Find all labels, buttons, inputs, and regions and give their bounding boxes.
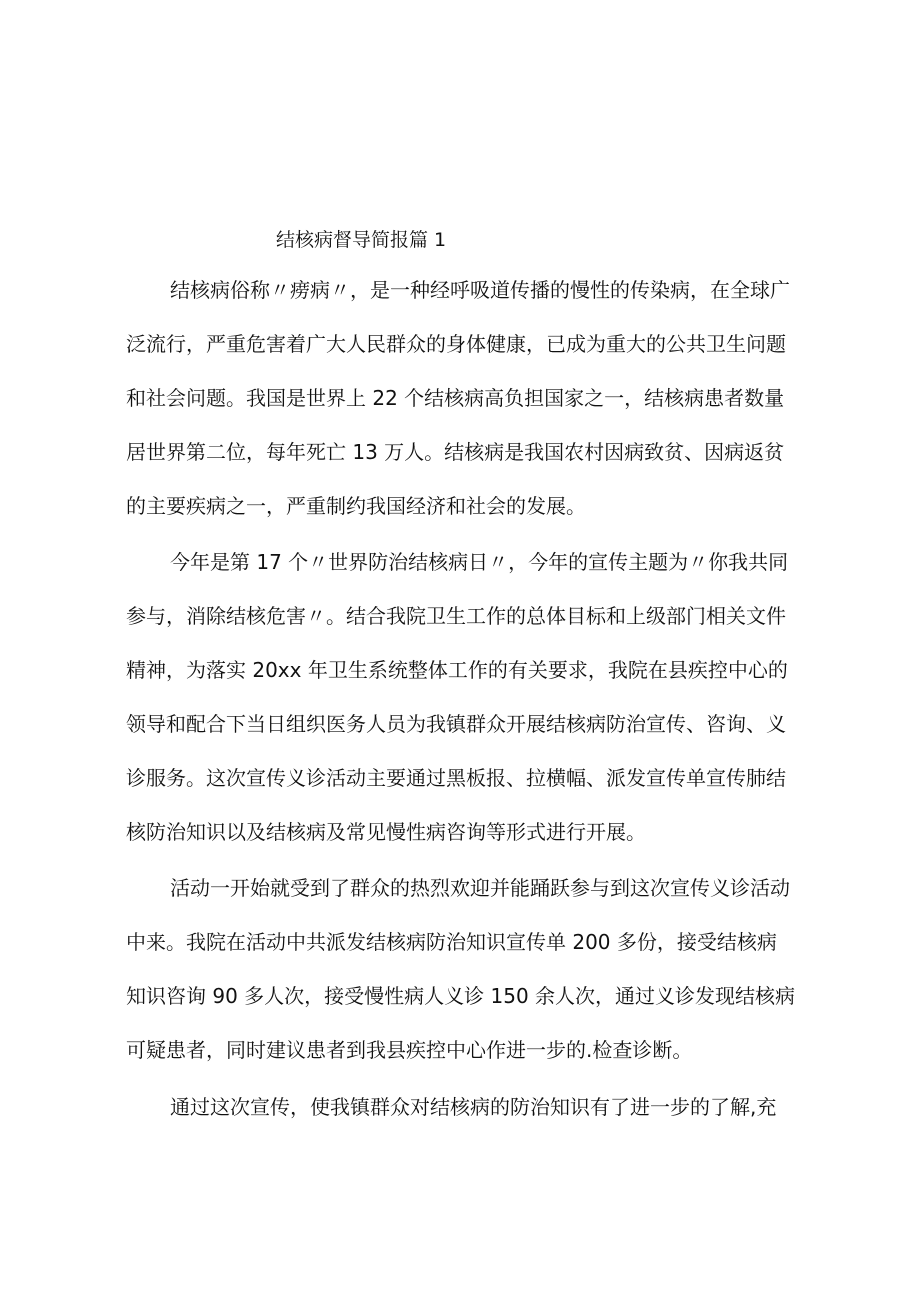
text-line: 今年是第 17 个〃世界防治结核病日〃，今年的宣传主题为〃你我共同 xyxy=(170,550,789,574)
text-line: 领导和配合下当日组织医务人员为我镇群众开展结核病防治宣传、咨询、义 xyxy=(126,712,786,736)
text-line: 参与，消除结核危害〃。结合我院卫生工作的总体目标和上级部门相关文件 xyxy=(126,604,786,628)
text-line: 结核病俗称〃痨病〃，是一种经呼吸道传播的慢性的传染病，在全球广 xyxy=(170,278,790,302)
text-line: 的主要疾病之一，严重制约我国经济和社会的发展。 xyxy=(126,494,586,518)
paragraph-3 xyxy=(126,861,798,1077)
text-line: 活动一开始就受到了群众的热烈欢迎并能踊跃参与到这次宣传义诊活动 xyxy=(170,876,790,900)
text-line: 通过这次宣传，使我镇群众对结核病的防治知识有了进一步的了解,充 xyxy=(170,1095,777,1119)
text-line: 泛流行，严重危害着广大人民群众的身体健康，已成为重大的公共卫生问题 xyxy=(126,332,786,356)
paragraph-1 xyxy=(126,263,798,533)
paragraph-4 xyxy=(126,1080,798,1134)
paragraph-2 xyxy=(126,535,798,859)
text-line: 居世界第二位，每年死亡 13 万人。结核病是我国农村因病致贫、因病返贫 xyxy=(126,440,785,464)
text-line: 核防治知识以及结核病及常见慢性病咨询等形式进行开展。 xyxy=(126,820,646,844)
text-line: 诊服务。这次宣传义诊活动主要通过黑板报、拉横幅、派发宣传单宣传肺结 xyxy=(126,766,786,790)
text-line: 精神，为落实 20xx 年卫生系统整体工作的有关要求，我院在县疾控中心的 xyxy=(126,658,788,682)
text-line: 中来。我院在活动中共派发结核病防治知识宣传单 200 多份，接受结核病 xyxy=(126,930,777,954)
text-line: 可疑患者，同时建议患者到我县疾控中心作进一步的.检查诊断。 xyxy=(126,1038,693,1062)
document-title: 结核病督导简报篇 1 xyxy=(276,229,447,251)
text-line: 知识咨询 90 多人次，接受慢性病人义诊 150 余人次，通过义诊发现结核病 xyxy=(126,984,796,1008)
text-line: 和社会问题。我国是世界上 22 个结核病高负担国家之一，结核病患者数量 xyxy=(126,386,785,410)
